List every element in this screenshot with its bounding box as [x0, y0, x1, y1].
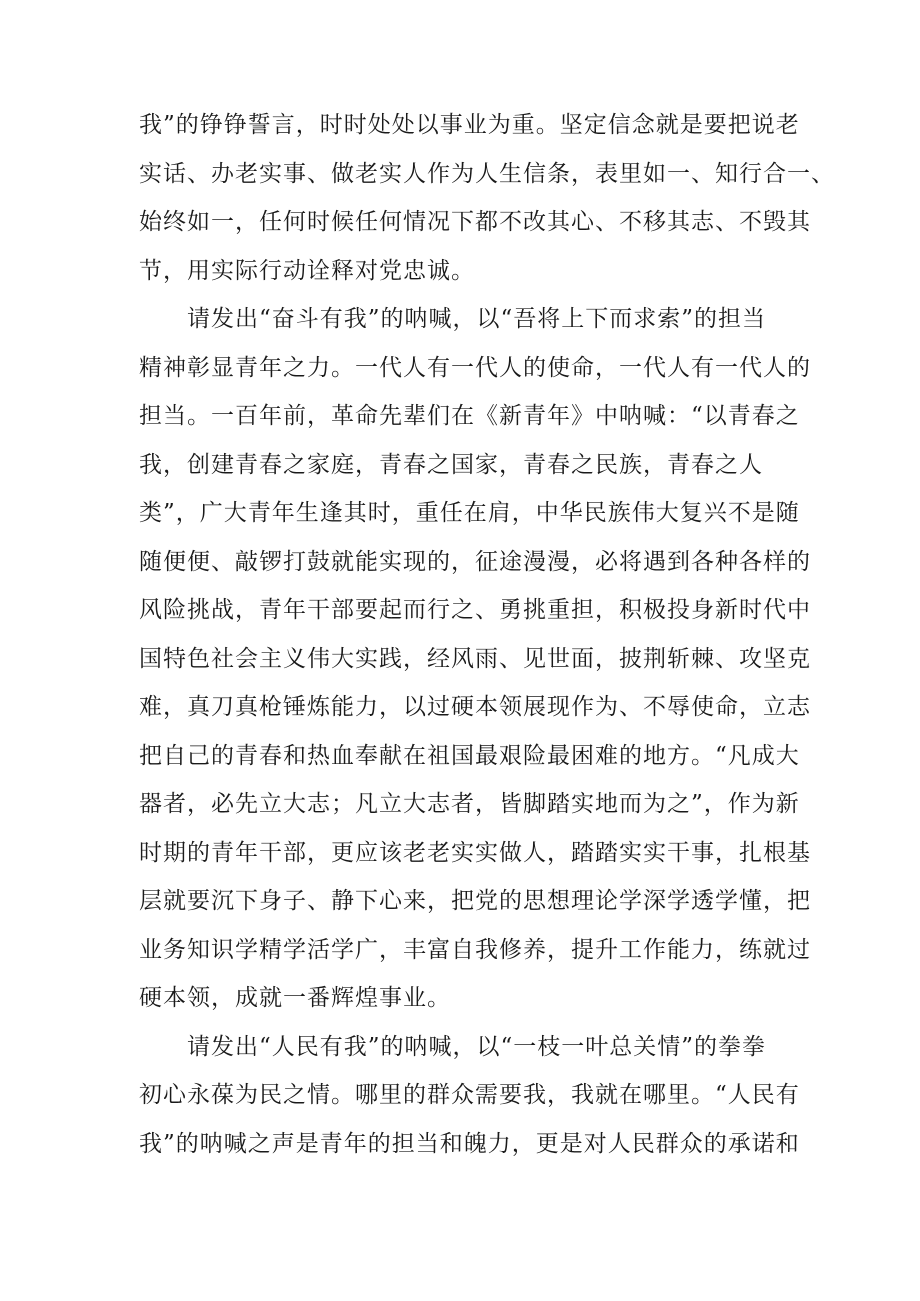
paragraph-start-line: 请发出“人民有我”的呐喊，以“一枝一叶总关情”的拳拳	[187, 1033, 767, 1060]
text-line: 类”，广大青年生逢其时，重任在肩，中华民族伟大复兴不是随	[139, 500, 800, 526]
text-line: 国特色社会主义伟大实践，经风雨、见世面，披荆斩棘、攻坚克	[139, 645, 811, 672]
text-line: 精神彰显青年之力。一代人有一代人的使命，一代人有一代人的	[139, 354, 811, 381]
text-line: 难，真刀真枪锤炼能力，以过硬本领展现作为、不辱使命，立志	[139, 694, 811, 720]
text-line: 时期的青年干部，更应该老老实实做人，踏踏实实干事，扎根基	[139, 839, 811, 866]
text-line: 把自己的青春和热血奉献在祖国最艰险最困难的地方。“凡成大	[139, 742, 800, 769]
text-line: 我”的呐喊之声是青年的担当和魄力，更是对人民群众的承诺和	[139, 1130, 800, 1157]
text-line: 层就要沉下身子、静下心来，把党的思想理论学深学透学懂，把	[139, 888, 811, 914]
body-text	[139, 101, 835, 1168]
text-line: 我”的铮铮誓言，时时处处以事业为重。坚定信念就是要把说老	[139, 112, 800, 138]
text-line: 业务知识学精学活学广，丰富自我修养，提升工作能力，练就过	[139, 936, 811, 963]
text-line: 器者，必先立大志；凡立大志者，皆脚踏实地而为之”，作为新	[139, 791, 800, 817]
text-line: 我，创建青春之家庭，青春之国家，青春之民族，青春之人	[139, 451, 763, 478]
text-line: 初心永葆为民之情。哪里的群众需要我，我就在哪里。“人民有	[139, 1082, 800, 1108]
text-line: 硬本领，成就一番辉煌事业。	[139, 985, 451, 1011]
text-line: 随便便、敲锣打鼓就能实现的，征途漫漫，必将遇到各种各样的	[139, 548, 811, 575]
text-line: 风险挑战，青年干部要起而行之、勇挑重担，积极投身新时代中	[139, 597, 811, 623]
paragraph-start-line: 请发出“奋斗有我”的呐喊，以“吾将上下而求索”的担当	[187, 306, 767, 332]
text-line: 始终如一，任何时候任何情况下都不改其心、不移其志、不毁其	[139, 209, 811, 235]
text-line: 担当。一百年前，革命先辈们在《新青年》中呐喊：“以青春之	[139, 403, 800, 429]
text-line: 实话、办老实事、做老实人作为人生信条，表里如一、知行合一、	[139, 160, 835, 187]
text-line: 节，用实际行动诠释对党忠诚。	[139, 257, 475, 284]
